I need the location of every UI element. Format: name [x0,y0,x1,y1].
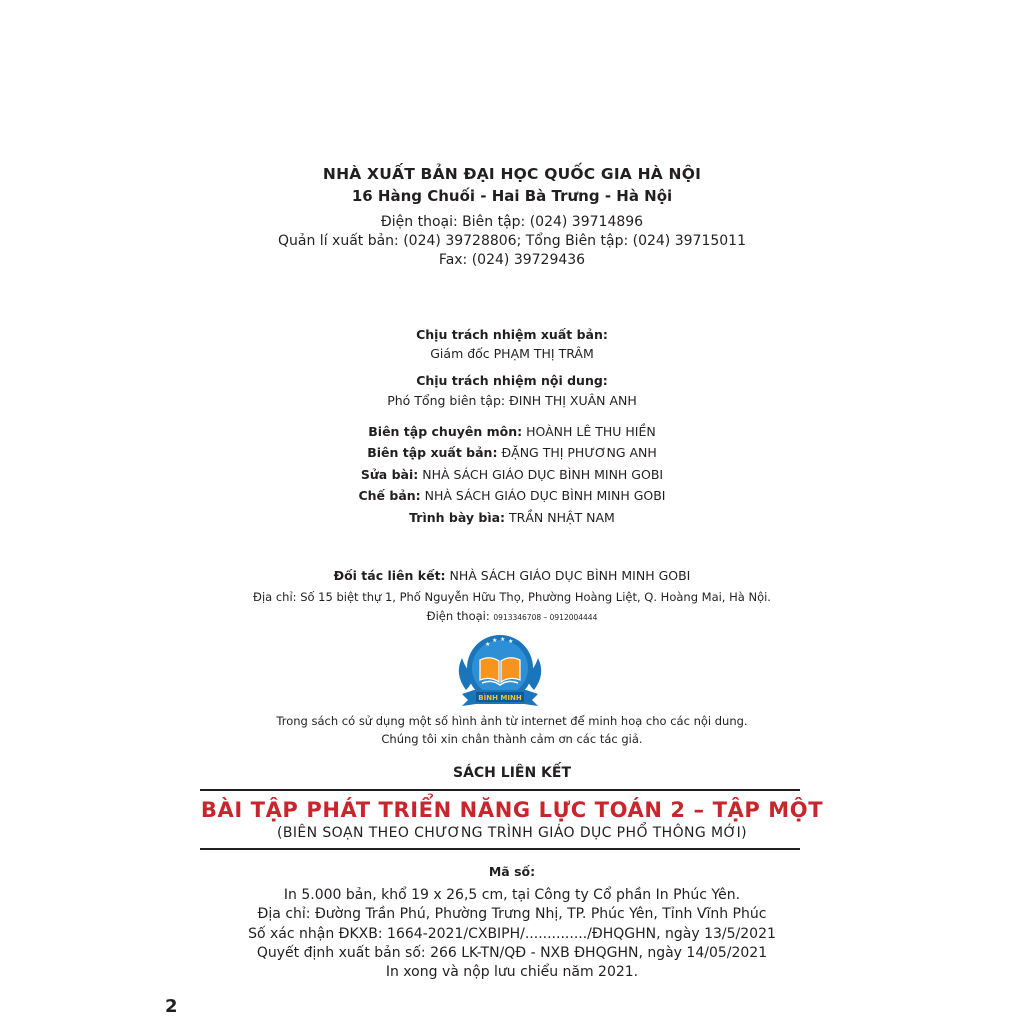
publisher-phone: Điện thoại: Biên tập: (024) 39714896 [380,214,644,230]
svg-text:★: ★ [508,638,514,645]
svg-text:★: ★ [492,637,498,644]
top-rule [200,789,800,791]
bottom-rule [200,848,800,850]
book-title: BÀI TẬP PHÁT TRIỂN NĂNG LỰC TOÁN 2 – TẬP MỘT [200,798,824,822]
proofreading: Sửa bài: NHÀ SÁCH GIÁO DỤC BÌNH MINH GOBI [360,467,664,482]
partner: Đối tác liên kết: NHÀ SÁCH GIÁO DỤC BÌNH MINH GOBI [333,568,691,583]
publishing-editor: Biên tập xuất bản: ĐẶNG THỊ PHƯƠNG ANH [367,445,657,460]
publisher-fax: Fax: (024) 39729436 [438,252,586,268]
print-info-3: Số xác nhận ĐKXB: 1664-2021/CXBIPH/............../ĐHQGHN, ngày 13/5/2021 [248,926,776,942]
typesetting: Chế bản: NHÀ SÁCH GIÁO DỤC BÌNH MINH GOBI [358,488,666,503]
publishing-resp-label: Chịu trách nhiệm xuất bản: [416,327,608,342]
print-info-2: Địa chỉ: Đường Trần Phú, Phường Trưng Nhị, TP. Phúc Yên, Tỉnh Vĩnh Phúc [257,906,767,922]
content-resp-label: Chịu trách nhiệm nội dung: [416,373,608,388]
binh-minh-logo [452,628,548,712]
book-subtitle: (BIÊN SOẠN THEO CHƯƠNG TRÌNH GIÁO DỤC PHỔ THÔNG MỚI) [276,825,748,841]
cover-design: Trình bày bìa: TRẦN NHẬT NAM [409,510,615,525]
thanks-notice: Chúng tôi xin chân thành cảm ơn các tác giả. [381,732,643,746]
page-number: 2 [165,996,178,1017]
logo-text: BÌNH MINH [478,694,522,702]
partner-address: Địa chỉ: Số 15 biệt thự 1, Phố Nguyễn Hữu Thọ, Phường Hoàng Liệt, Q. Hoàng Mai, Hà Nội. [253,590,771,604]
svg-text:★: ★ [485,641,491,648]
partner-phone: Điện thoại: 0913346708 – 0912004444 [426,609,598,623]
code-label: Mã số: [488,864,536,879]
svg-text:★: ★ [500,636,506,643]
publisher-address: 16 Hàng Chuối - Hai Bà Trưng - Hà Nội [351,187,673,205]
print-info-1: In 5.000 bản, khổ 19 x 26,5 cm, tại Công ty Cổ phần In Phúc Yên. [283,887,741,903]
section-label: SÁCH LIÊN KẾT [452,765,572,781]
print-info-4: Quyết định xuất bản số: 266 LK-TN/QĐ - NXB ĐHQGHN, ngày 14/05/2021 [256,945,768,961]
print-info-5: In xong và nộp lưu chiểu năm 2021. [385,964,639,980]
publisher-management-phone: Quản lí xuất bản: (024) 39728806; Tổng Biên tập: (024) 39715011 [278,233,746,249]
image-notice: Trong sách có sử dụng một số hình ảnh từ internet để minh hoạ cho các nội dung. [276,714,748,728]
publishing-resp-value: Giám đốc PHẠM THỊ TRÂM [430,346,594,361]
specialist-editor: Biên tập chuyên môn: HOÀNH LÊ THU HIỀN [368,424,656,439]
content-resp-value: Phó Tổng biên tập: ĐINH THỊ XUÂN ANH [387,393,637,408]
publisher-name: NHÀ XUẤT BẢN ĐẠI HỌC QUỐC GIA HÀ NỘI [322,165,702,183]
